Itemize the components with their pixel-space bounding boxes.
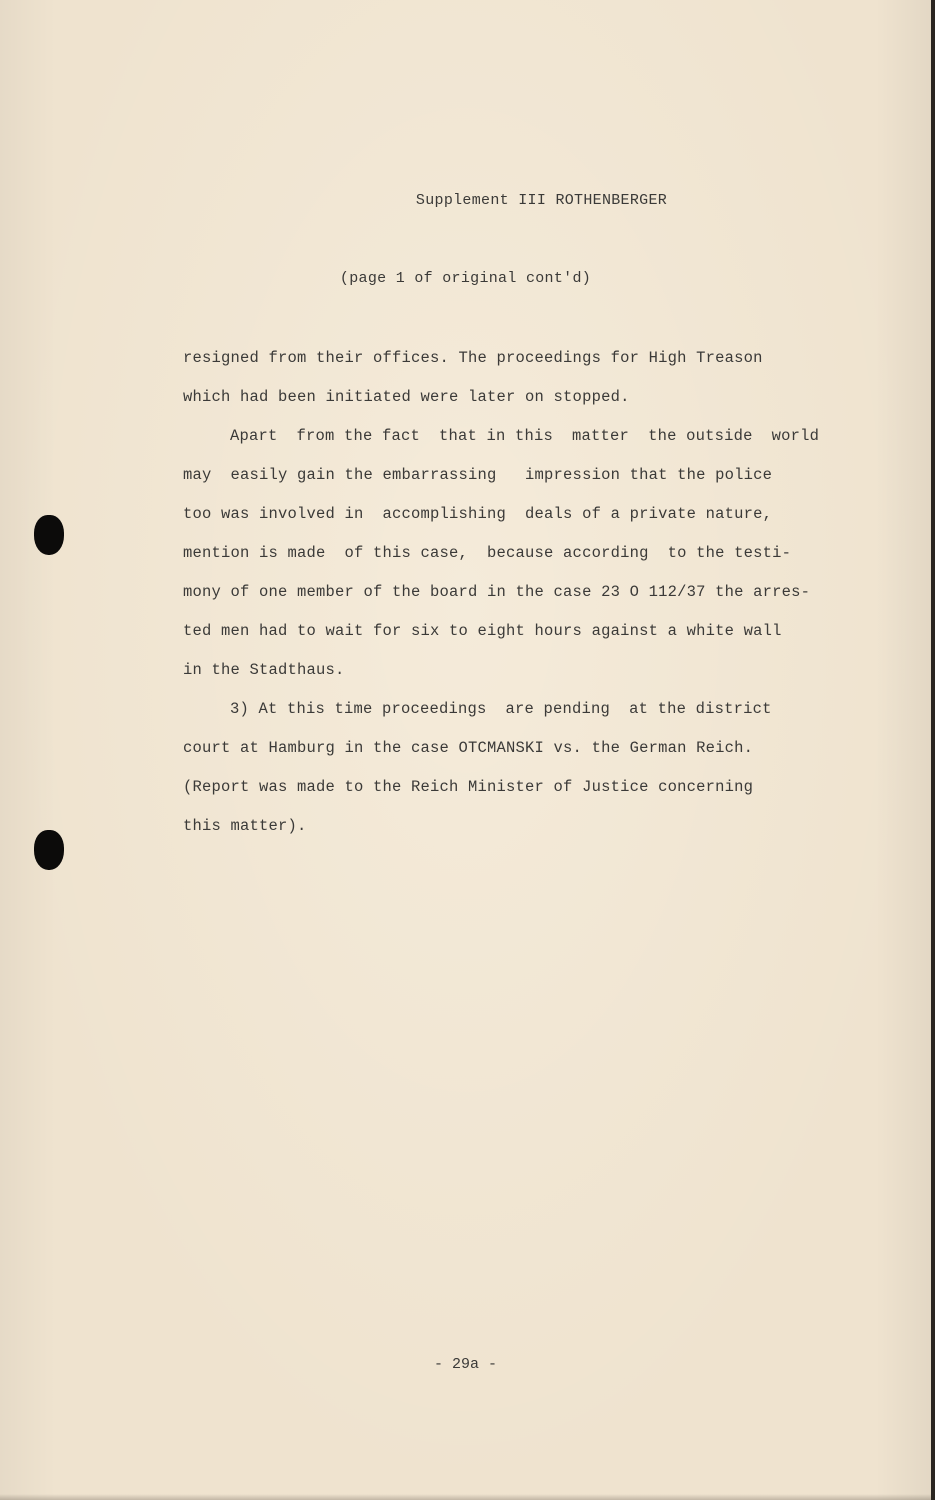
text-line: in the Stadthaus. — [183, 661, 345, 679]
supplement-title: Supplement III ROTHENBERGER — [415, 192, 668, 209]
text-line: court at Hamburg in the case OTCMANSKI vs. the German Reich. — [183, 739, 754, 757]
body-text — [183, 345, 843, 852]
page-continuation-note: (page 1 of original cont'd) — [339, 270, 592, 287]
page-shadow — [0, 1494, 931, 1500]
punch-hole-top — [34, 515, 64, 555]
text-line: which had been initiated were later on stopped. — [183, 388, 630, 406]
text-line: 3) At this time proceedings are pending at the district — [230, 700, 772, 718]
text-line: may easily gain the embarrassing impression that the police — [183, 466, 773, 484]
text-line: resigned from their offices. The proceedings for High Treason — [183, 349, 763, 367]
text-line: too was involved in accomplishing deals of a private nature, — [183, 505, 773, 523]
page-number: - 29a - — [433, 1356, 497, 1373]
text-line: (Report was made to the Reich Minister of Justice concerning — [183, 778, 754, 796]
text-line: ted men had to wait for six to eight hours against a white wall — [183, 622, 782, 640]
text-line: this matter). — [183, 817, 307, 835]
text-line: mention is made of this case, because according to the testi- — [183, 544, 792, 562]
text-line: Apart from the fact that in this matter the outside world — [230, 427, 820, 445]
text-line: mony of one member of the board in the case 23 O 112/37 the arres- — [183, 583, 811, 601]
punch-hole-bottom — [34, 830, 64, 870]
